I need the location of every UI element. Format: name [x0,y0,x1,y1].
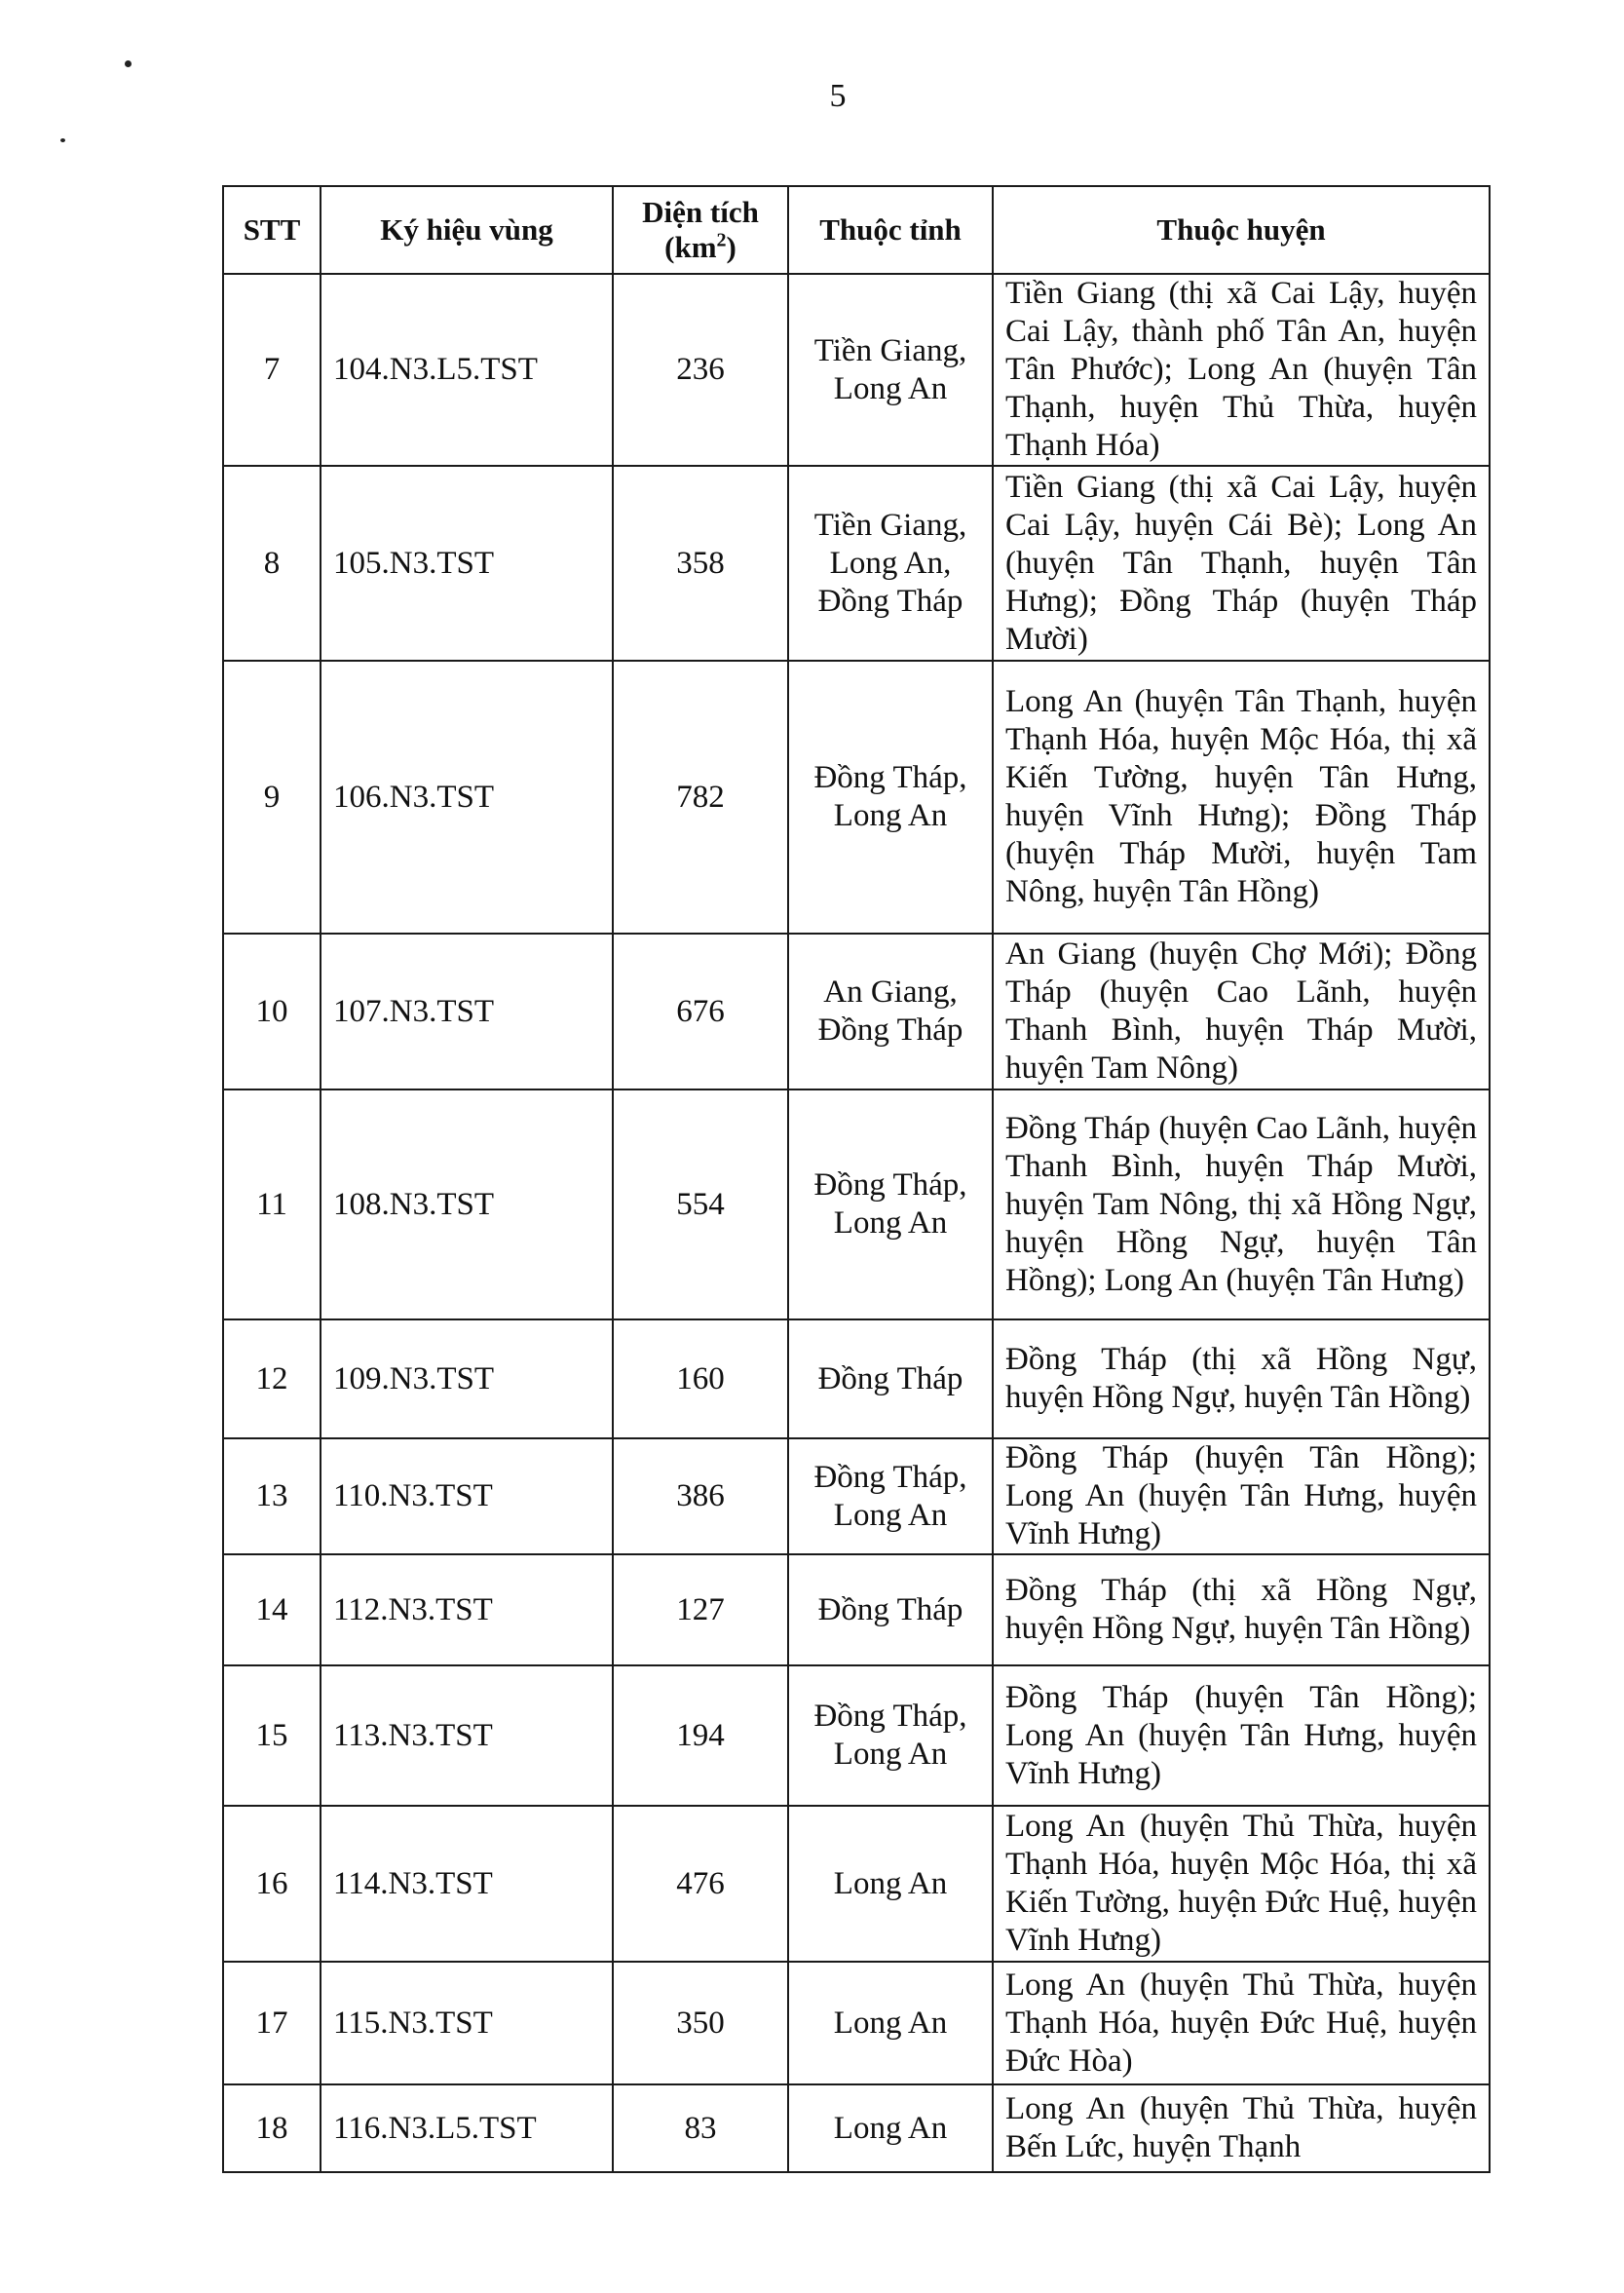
cell-stt: 12 [223,1319,321,1438]
table-row [223,274,1490,466]
header-area [613,186,788,274]
table-row [223,934,1490,1089]
cell-districts: Long An (huyện Thủ Thừa, huyện Thạnh Hóa, huyện Mộc Hóa, thị xã Kiến Tường, huyện Đức Huệ, huyện Vĩnh Hưng) [993,1806,1490,1962]
cell-area: 358 [613,466,788,661]
cell-districts: Long An (huyện Thủ Thừa, huyện Bến Lức, huyện Thạnh [993,2084,1490,2172]
table-row [223,2084,1490,2172]
cell-area: 127 [613,1554,788,1665]
cell-area: 236 [613,274,788,466]
cell-stt: 14 [223,1554,321,1665]
cell-province: Đồng Tháp, Long An [788,1089,993,1319]
cell-area: 386 [613,1438,788,1554]
table-body [223,274,1490,2172]
cell-stt: 16 [223,1806,321,1962]
cell-stt: 7 [223,274,321,466]
table-row [223,466,1490,661]
cell-districts: Tiền Giang (thị xã Cai Lậy, huyện Cai Lậy, thành phố Tân An, huyện Tân Phước); Long An (huyện Tân Thạnh, huyện Thủ Thừa, huyện Thạnh Hóa) [993,274,1490,466]
cell-code: 110.N3.TST [321,1438,613,1554]
table-row [223,1089,1490,1319]
cell-area: 476 [613,1806,788,1962]
cell-area: 676 [613,934,788,1089]
table-row [223,1438,1490,1554]
cell-districts: Đồng Tháp (huyện Tân Hồng); Long An (huyện Tân Hưng, huyện Vĩnh Hưng) [993,1438,1490,1554]
header-area-unit: $(km^2)$ [664,229,736,264]
cell-code: 108.N3.TST [321,1089,613,1319]
cell-stt: 11 [223,1089,321,1319]
cell-districts: Tiền Giang (thị xã Cai Lậy, huyện Cai Lậy, huyện Cái Bè); Long An (huyện Tân Thạnh, huyện Tân Hưng); Đồng Tháp (huyện Tháp Mười) [993,466,1490,661]
cell-districts: Đồng Tháp (huyện Cao Lãnh, huyện Thanh Bình, huyện Tháp Mười, huyện Tam Nông, thị xã Hồng Ngự, huyện Hồng Ngự, huyện Tân Hồng); Long An (huyện Tân Hưng) [993,1089,1490,1319]
cell-province: Đồng Tháp, Long An [788,1665,993,1806]
cell-province: Long An [788,1962,993,2084]
cell-area: 350 [613,1962,788,2084]
table-header-row [223,186,1490,274]
cell-province: Long An [788,2084,993,2172]
cell-code: 109.N3.TST [321,1319,613,1438]
cell-area: 554 [613,1089,788,1319]
cell-stt: 15 [223,1665,321,1806]
table-row [223,1665,1490,1806]
cell-province: Đồng Tháp, Long An [788,661,993,934]
cell-districts: Long An (huyện Tân Thạnh, huyện Thạnh Hóa, huyện Mộc Hóa, thị xã Kiến Tường, huyện Tân Hưng, huyện Vĩnh Hưng); Đồng Tháp (huyện Tháp Mười, huyện Tam Nông, huyện Tân Hồng) [993,661,1490,934]
cell-stt: 17 [223,1962,321,2084]
cell-area: 83 [613,2084,788,2172]
table-row [223,661,1490,934]
cell-code: 105.N3.TST [321,466,613,661]
cell-stt: 13 [223,1438,321,1554]
cell-districts: Đồng Tháp (huyện Tân Hồng); Long An (huyện Tân Hưng, huyện Vĩnh Hưng) [993,1665,1490,1806]
scan-speck [125,60,132,67]
cell-area: 194 [613,1665,788,1806]
cell-stt: 18 [223,2084,321,2172]
cell-stt: 9 [223,661,321,934]
table-row [223,1554,1490,1665]
cell-code: 113.N3.TST [321,1665,613,1806]
cell-stt: 10 [223,934,321,1089]
cell-districts: Đồng Tháp (thị xã Hồng Ngự, huyện Hồng Ngự, huyện Tân Hồng) [993,1554,1490,1665]
cell-province: Đồng Tháp [788,1319,993,1438]
cell-code: 106.N3.TST [321,661,613,934]
page-number: 5 [829,78,847,114]
cell-province: Long An [788,1806,993,1962]
table-row [223,1319,1490,1438]
cell-stt: 8 [223,466,321,661]
cell-area: 782 [613,661,788,934]
header-code: Ký hiệu vùng [321,186,613,274]
cell-districts: Long An (huyện Thủ Thừa, huyện Thạnh Hóa, huyện Đức Huệ, huyện Đức Hòa) [993,1962,1490,2084]
cell-districts: An Giang (huyện Chợ Mới); Đồng Tháp (huyện Cao Lãnh, huyện Thanh Bình, huyện Tháp Mười, huyện Tam Nông) [993,934,1490,1089]
header-district: Thuộc huyện [993,186,1490,274]
table-row [223,1806,1490,1962]
cell-province: Tiền Giang, Long An [788,274,993,466]
cell-area: 160 [613,1319,788,1438]
cell-code: 104.N3.L5.TST [321,274,613,466]
cell-code: 116.N3.L5.TST [321,2084,613,2172]
cell-code: 115.N3.TST [321,1962,613,2084]
cell-code: 107.N3.TST [321,934,613,1089]
cell-province: Đồng Tháp [788,1554,993,1665]
header-stt: STT [223,186,321,274]
cell-province: Tiền Giang, Long An, Đồng Tháp [788,466,993,661]
header-area-label: Diện tích [642,195,759,229]
table-row [223,1962,1490,2084]
regions-table [222,185,1491,2173]
scan-speck [60,138,65,142]
cell-province: Đồng Tháp, Long An [788,1438,993,1554]
cell-code: 114.N3.TST [321,1806,613,1962]
cell-code: 112.N3.TST [321,1554,613,1665]
cell-province: An Giang, Đồng Tháp [788,934,993,1089]
cell-districts: Đồng Tháp (thị xã Hồng Ngự, huyện Hồng Ngự, huyện Tân Hồng) [993,1319,1490,1438]
header-province: Thuộc tỉnh [788,186,993,274]
